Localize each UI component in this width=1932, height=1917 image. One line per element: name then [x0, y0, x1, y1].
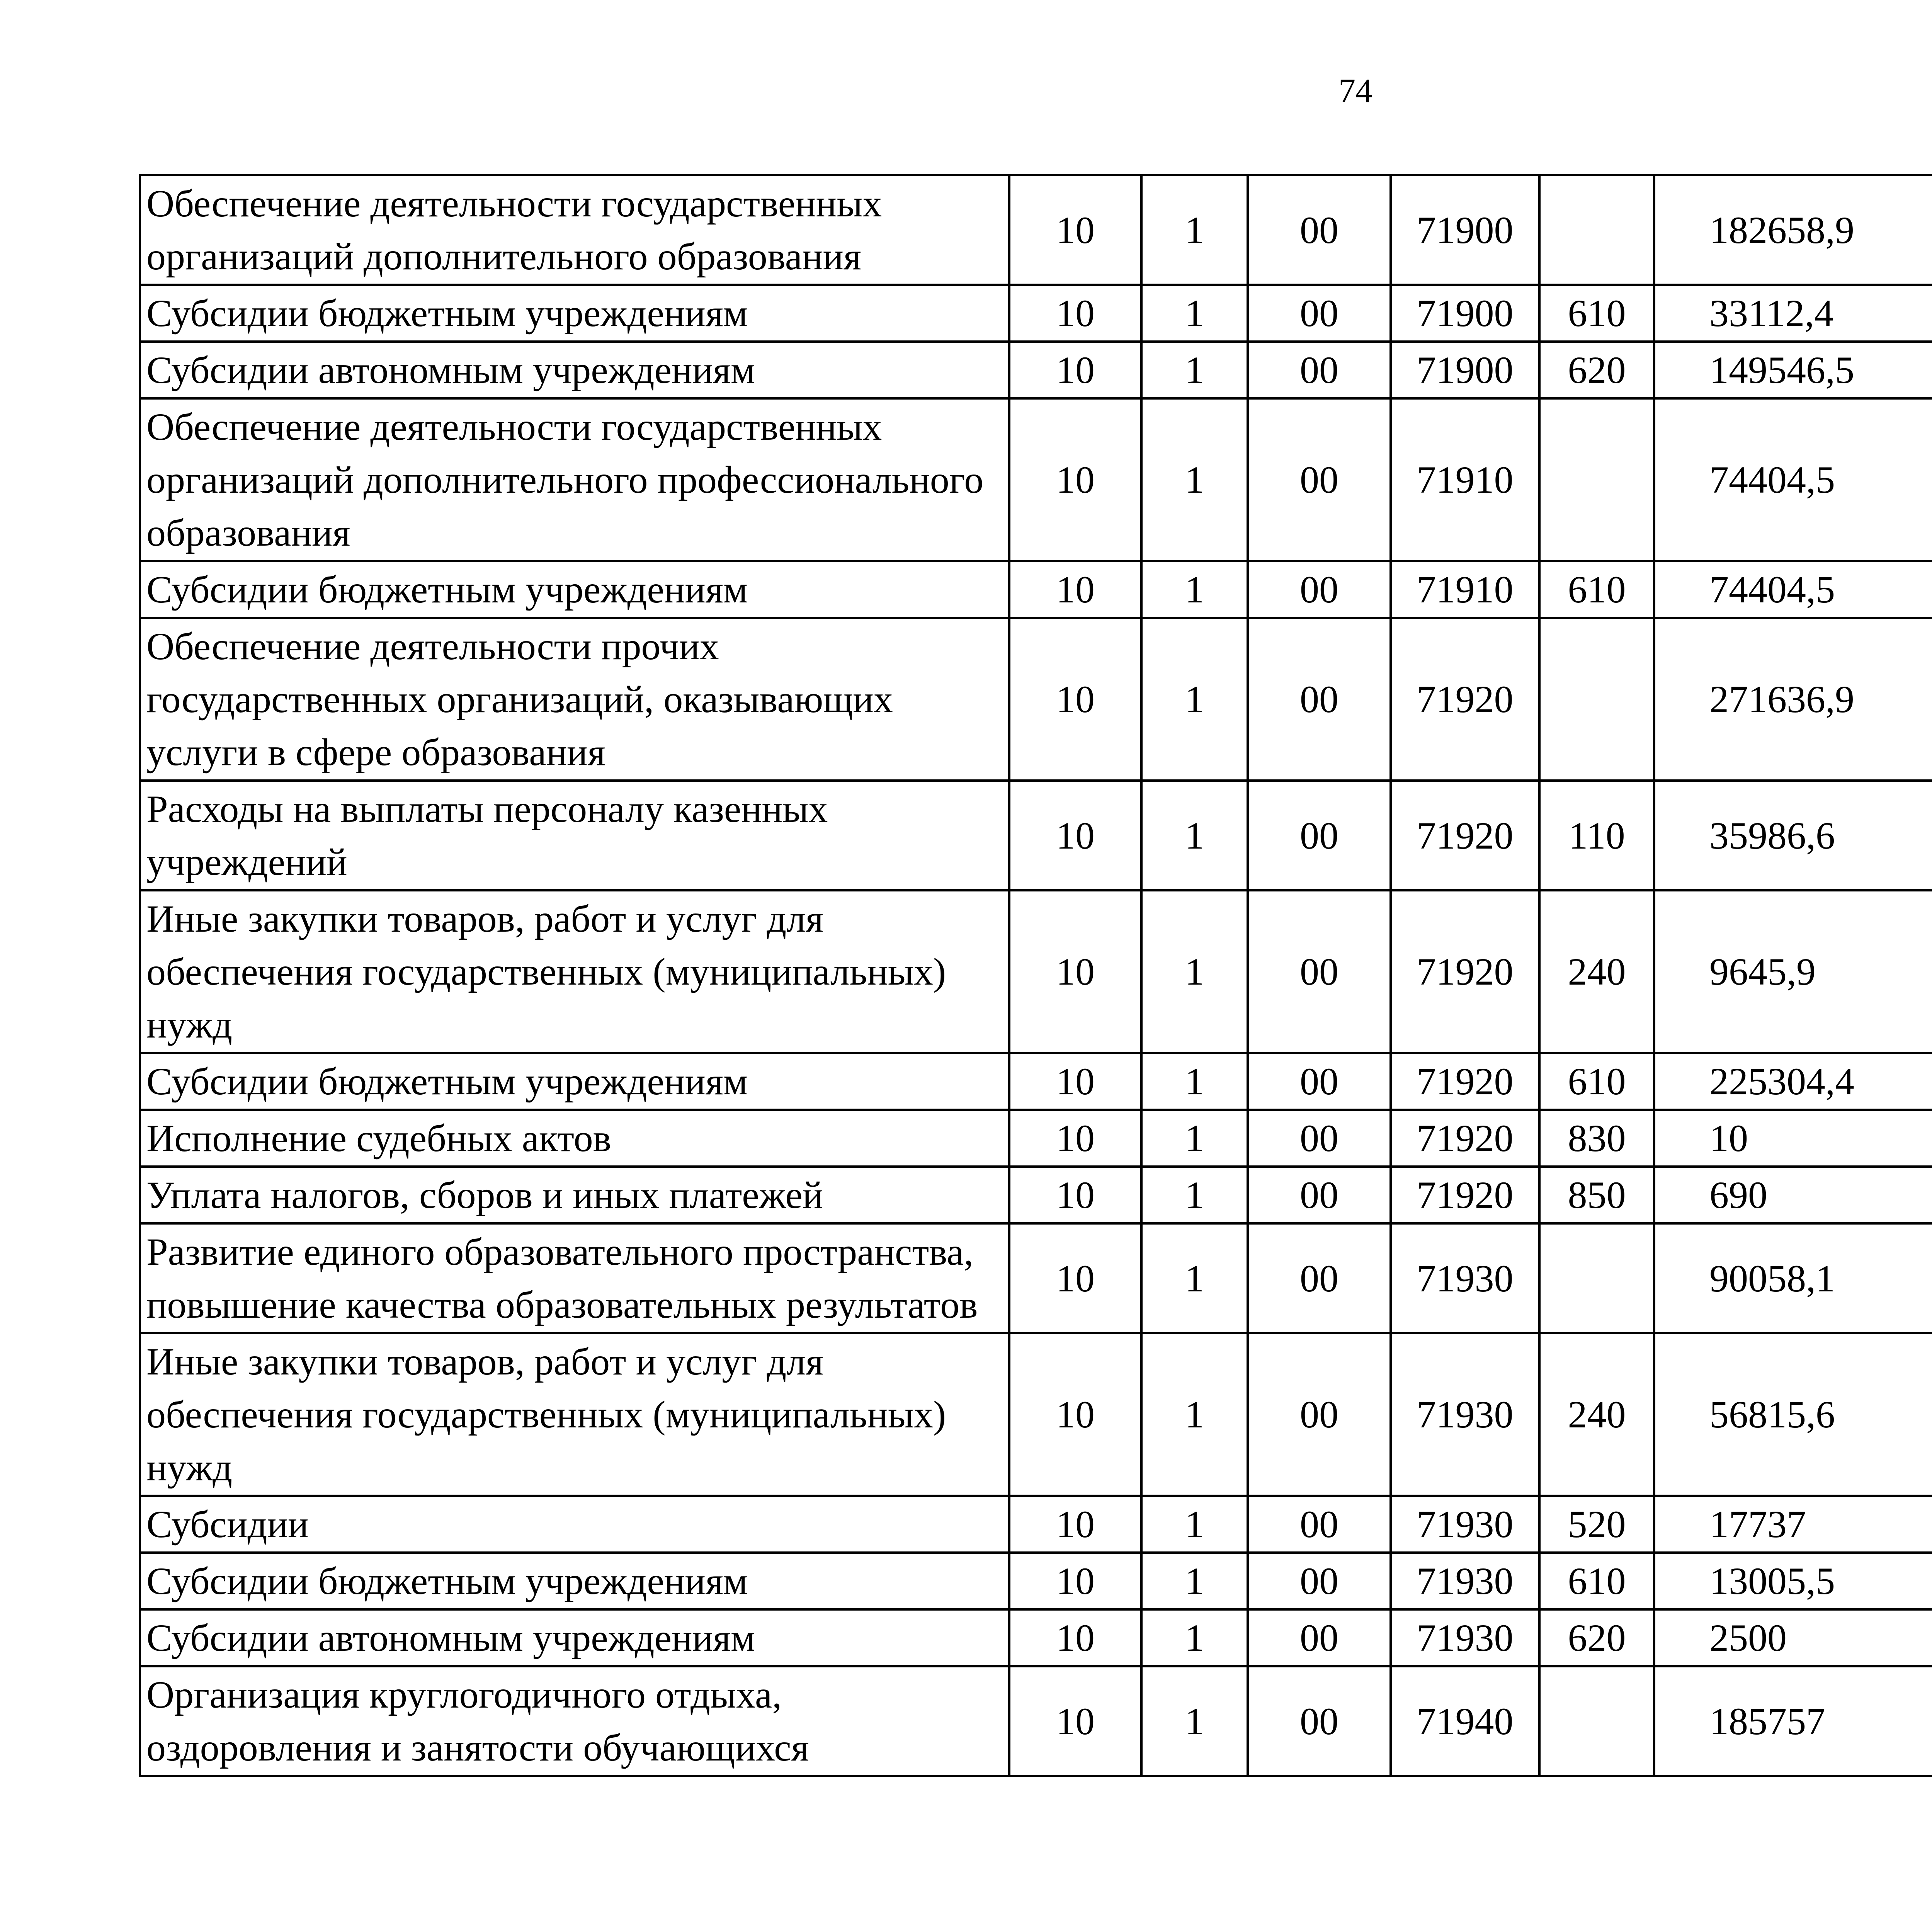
section-code-cell: 10 — [1009, 1496, 1141, 1553]
expense-name-cell: Субсидии — [140, 1496, 1009, 1553]
program-code-cell: 00 — [1248, 1333, 1391, 1496]
table-row — [140, 618, 1932, 781]
subsection-code-cell: 1 — [1141, 342, 1248, 398]
subsection-code-cell: 1 — [1141, 175, 1248, 285]
program-code-cell: 00 — [1248, 1666, 1391, 1776]
program-code-cell: 00 — [1248, 781, 1391, 890]
target-article-code-cell: 71910 — [1391, 561, 1539, 618]
amount-year1-cell: 225304,4 — [1654, 1053, 1932, 1110]
expense-name-cell: Расходы на выплаты персоналу казенных учреждений — [140, 781, 1009, 890]
table-body — [140, 175, 1932, 1776]
expense-type-code-cell: 850 — [1539, 1167, 1654, 1223]
amount-year1-cell: 690 — [1654, 1167, 1932, 1223]
section-code-cell: 10 — [1009, 1553, 1141, 1609]
target-article-code-cell: 71920 — [1391, 1053, 1539, 1110]
program-code-cell: 00 — [1248, 398, 1391, 561]
target-article-code-cell: 71930 — [1391, 1496, 1539, 1553]
target-article-code-cell: 71920 — [1391, 890, 1539, 1053]
amount-year1-cell: 74404,5 — [1654, 398, 1932, 561]
target-article-code-cell: 71920 — [1391, 1167, 1539, 1223]
amount-year1-cell: 33112,4 — [1654, 285, 1932, 342]
subsection-code-cell: 1 — [1141, 1553, 1248, 1609]
program-code-cell: 00 — [1248, 1609, 1391, 1666]
expense-type-code-cell: 620 — [1539, 342, 1654, 398]
section-code-cell: 10 — [1009, 285, 1141, 342]
target-article-code-cell: 71920 — [1391, 1110, 1539, 1167]
section-code-cell: 10 — [1009, 1053, 1141, 1110]
subsection-code-cell: 1 — [1141, 618, 1248, 781]
expense-type-code-cell: 610 — [1539, 561, 1654, 618]
table-row — [140, 285, 1932, 342]
expense-name-cell: Субсидии бюджетным учреждениям — [140, 285, 1009, 342]
expense-name-cell: Иные закупки товаров, работ и услуг для обеспечения государственных (муниципальных) нужд — [140, 1333, 1009, 1496]
program-code-cell: 00 — [1248, 1053, 1391, 1110]
expense-type-code-cell: 110 — [1539, 781, 1654, 890]
amount-year1-cell: 10 — [1654, 1110, 1932, 1167]
subsection-code-cell: 1 — [1141, 1167, 1248, 1223]
expense-name-cell: Обеспечение деятельности прочих государственных организаций, оказывающих услуги в сфере образования — [140, 618, 1009, 781]
expense-name-cell: Субсидии автономным учреждениям — [140, 1609, 1009, 1666]
program-code-cell: 00 — [1248, 1167, 1391, 1223]
section-code-cell: 10 — [1009, 175, 1141, 285]
target-article-code-cell: 71920 — [1391, 781, 1539, 890]
table-row — [140, 1609, 1932, 1666]
expense-type-code-cell — [1539, 618, 1654, 781]
program-code-cell: 00 — [1248, 285, 1391, 342]
expense-type-code-cell: 610 — [1539, 285, 1654, 342]
subsection-code-cell: 1 — [1141, 1223, 1248, 1333]
expense-name-cell: Субсидии бюджетным учреждениям — [140, 561, 1009, 618]
target-article-code-cell: 71930 — [1391, 1223, 1539, 1333]
section-code-cell: 10 — [1009, 561, 1141, 618]
expense-type-code-cell: 620 — [1539, 1609, 1654, 1666]
section-code-cell: 10 — [1009, 1223, 1141, 1333]
table-row — [140, 1666, 1932, 1776]
page-number: 74 — [1338, 72, 1372, 110]
table-row — [140, 1553, 1932, 1609]
section-code-cell: 10 — [1009, 618, 1141, 781]
amount-year1-cell: 149546,5 — [1654, 342, 1932, 398]
section-code-cell: 10 — [1009, 1167, 1141, 1223]
target-article-code-cell: 71930 — [1391, 1553, 1539, 1609]
table-row — [140, 1223, 1932, 1333]
table-row — [140, 342, 1932, 398]
expense-type-code-cell: 240 — [1539, 890, 1654, 1053]
expense-type-code-cell: 240 — [1539, 1333, 1654, 1496]
subsection-code-cell: 1 — [1141, 1496, 1248, 1553]
table-row — [140, 1496, 1932, 1553]
program-code-cell: 00 — [1248, 890, 1391, 1053]
expense-name-cell: Иные закупки товаров, работ и услуг для обеспечения государственных (муниципальных) нужд — [140, 890, 1009, 1053]
expense-name-cell: Субсидии бюджетным учреждениям — [140, 1053, 1009, 1110]
section-code-cell: 10 — [1009, 781, 1141, 890]
expense-name-cell: Обеспечение деятельности государственных организаций дополнительного профессионального образования — [140, 398, 1009, 561]
table-row — [140, 1110, 1932, 1167]
amount-year1-cell: 9645,9 — [1654, 890, 1932, 1053]
expense-name-cell: Организация круглогодичного отдыха, оздоровления и занятости обучающихся — [140, 1666, 1009, 1776]
table-row — [140, 561, 1932, 618]
amount-year1-cell: 185757 — [1654, 1666, 1932, 1776]
amount-year1-cell: 2500 — [1654, 1609, 1932, 1666]
amount-year1-cell: 182658,9 — [1654, 175, 1932, 285]
table-row — [140, 890, 1932, 1053]
expense-name-cell: Субсидии автономным учреждениям — [140, 342, 1009, 398]
amount-year1-cell: 13005,5 — [1654, 1553, 1932, 1609]
subsection-code-cell: 1 — [1141, 1110, 1248, 1167]
table-row — [140, 175, 1932, 285]
subsection-code-cell: 1 — [1141, 1333, 1248, 1496]
expense-type-code-cell — [1539, 1666, 1654, 1776]
amount-year1-cell: 271636,9 — [1654, 618, 1932, 781]
program-code-cell: 00 — [1248, 342, 1391, 398]
budget-table — [139, 174, 1932, 1777]
expense-name-cell: Обеспечение деятельности государственных организаций дополнительного образования — [140, 175, 1009, 285]
program-code-cell: 00 — [1248, 1553, 1391, 1609]
target-article-code-cell: 71930 — [1391, 1609, 1539, 1666]
expense-type-code-cell — [1539, 1223, 1654, 1333]
program-code-cell: 00 — [1248, 175, 1391, 285]
table-row — [140, 1333, 1932, 1496]
section-code-cell: 10 — [1009, 1333, 1141, 1496]
expense-type-code-cell: 830 — [1539, 1110, 1654, 1167]
expense-name-cell: Развитие единого образовательного пространства, повышение качества образовательных результатов — [140, 1223, 1009, 1333]
program-code-cell: 00 — [1248, 618, 1391, 781]
section-code-cell: 10 — [1009, 342, 1141, 398]
table-row — [140, 1167, 1932, 1223]
amount-year1-cell: 35986,6 — [1654, 781, 1932, 890]
amount-year1-cell: 74404,5 — [1654, 561, 1932, 618]
target-article-code-cell: 71900 — [1391, 342, 1539, 398]
program-code-cell: 00 — [1248, 1496, 1391, 1553]
table-row — [140, 398, 1932, 561]
expense-type-code-cell: 520 — [1539, 1496, 1654, 1553]
target-article-code-cell: 71920 — [1391, 618, 1539, 781]
section-code-cell: 10 — [1009, 890, 1141, 1053]
subsection-code-cell: 1 — [1141, 398, 1248, 561]
expense-type-code-cell: 610 — [1539, 1553, 1654, 1609]
subsection-code-cell: 1 — [1141, 1053, 1248, 1110]
section-code-cell: 10 — [1009, 1666, 1141, 1776]
subsection-code-cell: 1 — [1141, 285, 1248, 342]
subsection-code-cell: 1 — [1141, 781, 1248, 890]
program-code-cell: 00 — [1248, 1223, 1391, 1333]
expense-type-code-cell — [1539, 398, 1654, 561]
section-code-cell: 10 — [1009, 398, 1141, 561]
amount-year1-cell: 17737 — [1654, 1496, 1932, 1553]
target-article-code-cell: 71900 — [1391, 175, 1539, 285]
subsection-code-cell: 1 — [1141, 561, 1248, 618]
subsection-code-cell: 1 — [1141, 1666, 1248, 1776]
expense-name-cell: Уплата налогов, сборов и иных платежей — [140, 1167, 1009, 1223]
program-code-cell: 00 — [1248, 561, 1391, 618]
subsection-code-cell: 1 — [1141, 1609, 1248, 1666]
target-article-code-cell: 71940 — [1391, 1666, 1539, 1776]
target-article-code-cell: 71910 — [1391, 398, 1539, 561]
subsection-code-cell: 1 — [1141, 890, 1248, 1053]
target-article-code-cell: 71900 — [1391, 285, 1539, 342]
section-code-cell: 10 — [1009, 1110, 1141, 1167]
amount-year1-cell: 56815,6 — [1654, 1333, 1932, 1496]
target-article-code-cell: 71930 — [1391, 1333, 1539, 1496]
expense-type-code-cell: 610 — [1539, 1053, 1654, 1110]
expense-name-cell: Субсидии бюджетным учреждениям — [140, 1553, 1009, 1609]
expense-name-cell: Исполнение судебных актов — [140, 1110, 1009, 1167]
table-row — [140, 1053, 1932, 1110]
section-code-cell: 10 — [1009, 1609, 1141, 1666]
program-code-cell: 00 — [1248, 1110, 1391, 1167]
expense-type-code-cell — [1539, 175, 1654, 285]
table-row — [140, 781, 1932, 890]
amount-year1-cell: 90058,1 — [1654, 1223, 1932, 1333]
